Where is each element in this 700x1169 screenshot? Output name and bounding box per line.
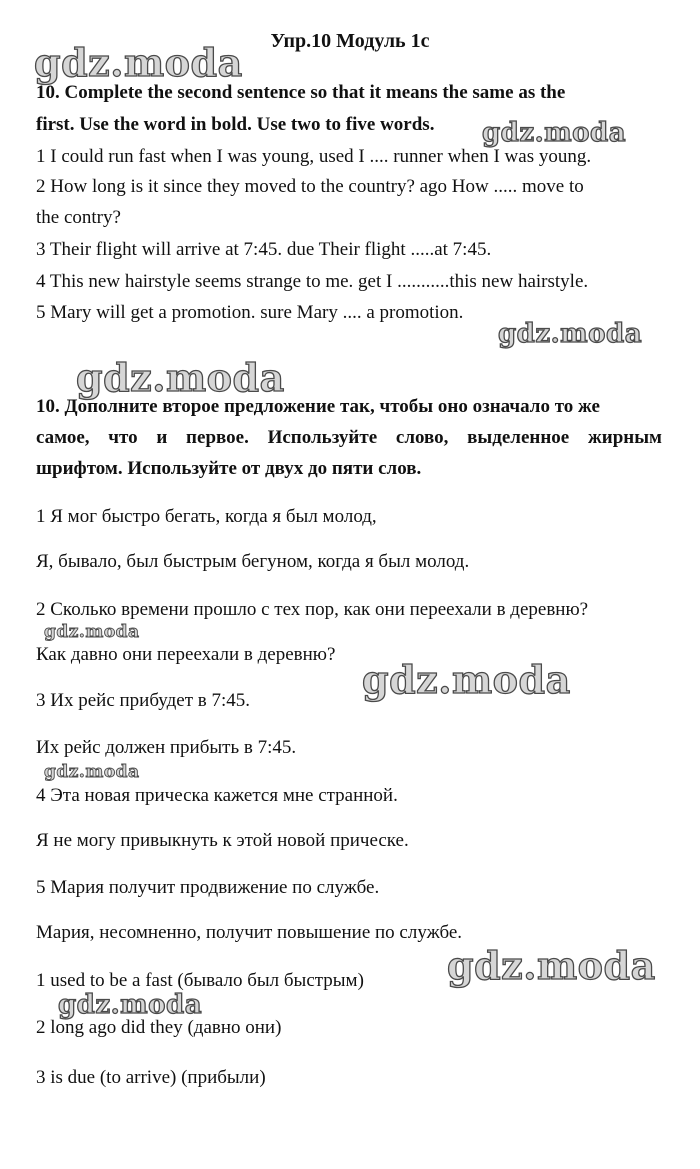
english-item-4: 4 This new hairstyle seems strange to me. get I ...........this new hairstyle. — [36, 271, 589, 292]
english-item-3: 3 Their flight will arrive at 7:45. due Their flight .....at 7:45. — [36, 239, 492, 260]
russian-task-line-1: 10. Дополните второе предложение так, чтобы оно означало то же — [36, 396, 600, 417]
watermark-logo: gdz.moda — [34, 40, 243, 85]
watermark-logo: gdz.moda — [362, 657, 571, 702]
answer-3: 3 is due (to arrive) (прибыли) — [36, 1067, 266, 1088]
watermark-logo: gdz.moda — [44, 762, 140, 782]
russian-task-line-2: самое, что и первое. Используйте слово, выделенное жирным — [36, 427, 662, 448]
english-item-1: 1 I could run fast when I was young, used I .... runner when I was young. — [36, 146, 592, 167]
watermark-logo: gdz.moda — [58, 990, 203, 1020]
answer-1: 1 used to be a fast (бывало был быстрым) — [36, 970, 364, 991]
russian-line-2: Я, бывало, был быстрым бегуном, когда я был молод. — [36, 551, 470, 572]
russian-line-4: Как давно они переехали в деревню? — [36, 644, 336, 665]
watermark-logo: gdz.moda — [76, 355, 285, 400]
russian-line-5: 3 Их рейс прибудет в 7:45. — [36, 690, 250, 711]
watermark-logo: gdz.moda — [482, 118, 627, 148]
watermark-logo: gdz.moda — [447, 943, 656, 988]
watermark-logo: gdz.moda — [498, 319, 643, 349]
russian-line-9: 5 Мария получит продвижение по службе. — [36, 877, 380, 898]
watermark-logo: gdz.moda — [44, 622, 140, 642]
russian-line-3: 2 Сколько времени прошло с тех пор, как они переехали в деревню? — [36, 599, 589, 620]
english-item-2: 2 How long is it since they moved to the country? ago How ..... move to — [36, 176, 584, 197]
russian-line-8: Я не могу привыкнуть к этой новой прическе. — [36, 830, 409, 851]
russian-line-1: 1 Я мог быстро бегать, когда я был молод, — [36, 506, 377, 527]
english-item-5: 5 Mary will get a promotion. sure Mary .... a promotion. — [36, 302, 464, 323]
russian-line-6: Их рейс должен прибыть в 7:45. — [36, 737, 297, 758]
page-title: Упр.10 Модуль 1с — [270, 30, 430, 52]
english-task-line-1: 10. Complete the second sentence so that it means the same as the — [36, 82, 566, 103]
answer-2: 2 long ago did they (давно они) — [36, 1017, 282, 1038]
russian-task-line-3: шрифтом. Используйте от двух до пяти слов. — [36, 458, 422, 479]
english-task-line-2: first. Use the word in bold. Use two to five words. — [36, 114, 435, 135]
russian-line-7: 4 Эта новая прическа кажется мне странной. — [36, 785, 398, 806]
russian-line-10: Мария, несомненно, получит повышение по службе. — [36, 922, 463, 943]
english-item-2-continued: the contry? — [36, 207, 121, 228]
